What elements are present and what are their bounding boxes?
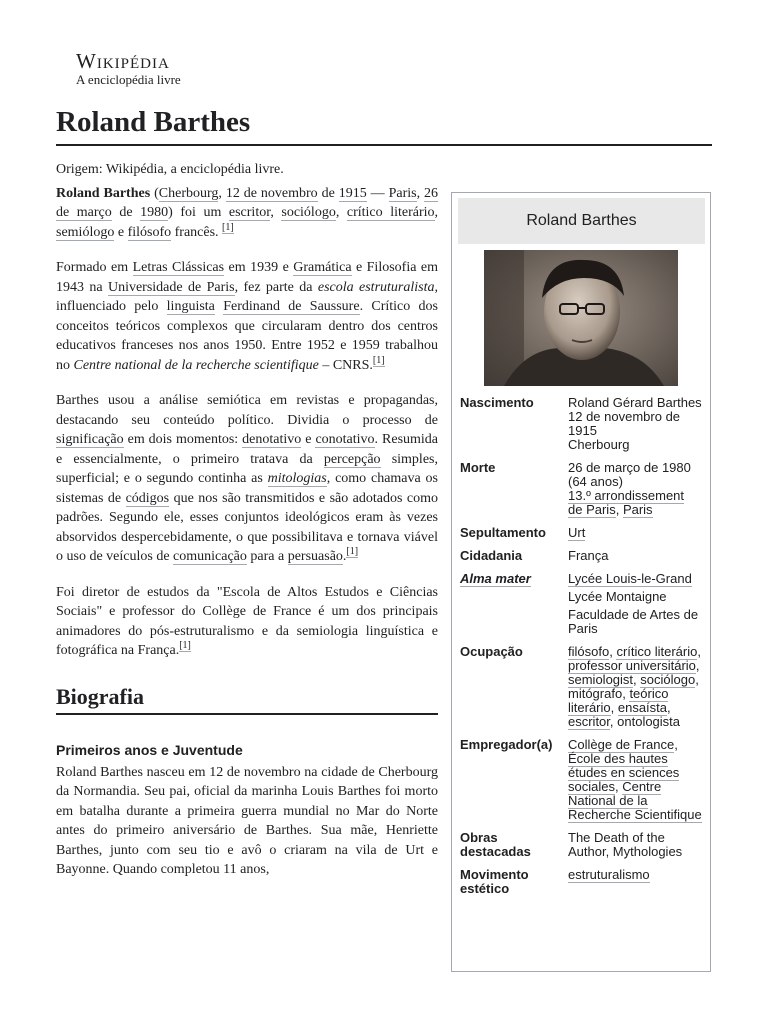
link-college-de-france[interactable]: Collège de France: [568, 737, 675, 752]
link-13-arrondissement[interactable]: 13.º arrondissement de Paris: [568, 488, 685, 517]
link-lycee-louis-le-grand[interactable]: Lycée Louis-le-Grand: [568, 571, 692, 586]
reference-link[interactable]: [1]: [346, 546, 359, 558]
paragraph-career: Foi diretor de estudos da "Escola de Altos Estudos e Ciências Sociais" e professor do Collège de France é um dos principais animadores do pós-estruturalismo e da semiologia linguística e fotográfica na França.[1]: [56, 584, 438, 658]
link-paris[interactable]: Paris: [622, 502, 653, 517]
link-denotativo[interactable]: denotativo: [242, 432, 302, 447]
infobox-row-nascimento: [460, 396, 702, 452]
link-occupation[interactable]: semiologist: [568, 672, 634, 687]
infobox-value: Collège de France, École des hautes études en sciences sociales, Centre National de la Recherche Scientifique: [568, 737, 702, 822]
link-comunicacao[interactable]: comunicação: [173, 549, 247, 564]
link-escritor[interactable]: escritor: [228, 205, 271, 220]
reference-link[interactable]: [1]: [179, 640, 191, 652]
link-occupation[interactable]: filósofo: [568, 644, 610, 659]
infobox-label: Cidadania: [460, 548, 523, 563]
link-mitologias[interactable]: mitologias: [267, 471, 327, 486]
link-universidade-paris[interactable]: Universidade de Paris: [107, 279, 235, 295]
infobox-row-morte: [460, 461, 702, 517]
link-estruturalismo[interactable]: estruturalismo: [568, 867, 650, 882]
subject-name: Roland Barthes: [56, 185, 151, 201]
reference-link[interactable]: [1]: [372, 354, 385, 366]
subsection-heading-early-years: Primeiros anos e Juventude: [56, 741, 243, 758]
paragraph-semiotics: Barthes usou a análise semiótica em revistas e propagandas, destacando seu conteúdo político. Dividia o processo de significação em dois momentos: denotativo e conotativo. Resumida e essencialmente, o primeiro tratava da percepção simples, superficial; e o segundo continha as mitologias, como chamava os sistemas de códigos que nos são transmitidos e são adotados como padrões. Segundo ele, esses conjuntos ideológicos eram às vezes absorvidos despercebidamente, o que possibilitava e tornava viável o uso de veículos de comunicação para a persuasão.[1]: [56, 393, 439, 564]
infobox-title: Roland Barthes: [458, 198, 705, 244]
link-percepcao[interactable]: percepção: [323, 451, 381, 467]
page-title: Roland Barthes: [56, 104, 712, 146]
infobox-value: Roland Gérard Barthes 12 de novembro de 1915 Cherbourg: [568, 395, 702, 452]
link-cnrs[interactable]: Centre National de la Recherche Scientifique: [568, 779, 702, 822]
infobox-value: The Death of the Author, Mythologies: [568, 830, 683, 859]
infobox-row-sepultamento: [460, 526, 702, 540]
link-significacao[interactable]: significação: [56, 432, 124, 447]
infobox-label: Movimento estético: [460, 867, 529, 896]
logo-tagline: A enciclopédia livre: [76, 72, 181, 87]
infobox-label: Sepultamento: [460, 525, 546, 540]
link-ehess[interactable]: École des hautes études en sciences sociales: [568, 751, 680, 794]
paragraph-formation: Formado em Letras Clássicas em 1939 e Gramática e Filosofia em 1943 na Universidade de Paris, fez parte da escola estruturalista, influenciado pelo linguista Ferdinand de Saussure. Crítico dos conceitos teóricos complexos que circularam dentro dos centros educativos franceses nos anos 1950. Entre 1952 e 1959 trabalhou no Centre national de la recherche scientifique – CNRS.[1]: [56, 260, 438, 373]
infobox-label: Nascimento: [460, 395, 534, 410]
occupation-text: ontologista: [617, 714, 681, 729]
link-sociologo[interactable]: sociólogo: [281, 205, 336, 220]
infobox-value: 26 de março de 1980 (64 anos) 13.º arrondissement de Paris, Paris: [568, 460, 691, 517]
infobox-row-empregador: [460, 738, 702, 822]
infobox-label: Ocupação: [460, 644, 523, 659]
infobox-label: Morte: [460, 460, 496, 475]
link-1915[interactable]: 1915: [338, 185, 367, 201]
link-cherbourg[interactable]: Cherbourg: [158, 185, 219, 201]
infobox-value: França: [568, 548, 609, 563]
link-saussure[interactable]: Ferdinand de Saussure: [223, 299, 360, 314]
link-occupation[interactable]: teórico literário: [568, 686, 669, 715]
link-26-mar[interactable]: 26 de março: [56, 185, 439, 220]
link-critico-literario[interactable]: crítico literário: [346, 205, 435, 220]
paragraph-biography: Roland Barthes nasceu em 12 de novembro na cidade de Cherbourg da Normandia. Seu pai, oficial da marinha Louis Barthes foi morto em batalha durante a primeira guerra mundial no Mar do Norte antes do primeiro aniversário de Barthes. Sua mãe, Henriette Barthes, junto com seu tio e avô o criaram na vila de Urt e Bayonne. Quando completou 11 anos,: [56, 764, 438, 877]
infobox-value: Lycée Louis-le-Grand Lycée Montaigne Faculdade de Artes de Paris: [568, 571, 699, 636]
link-codigos[interactable]: códigos: [125, 490, 170, 506]
infobox: [451, 192, 711, 972]
logo-wordmark: Wikipédia: [76, 49, 170, 73]
origin-note: Origem: Wikipédia, a enciclopédia livre.: [56, 162, 284, 177]
link-urt[interactable]: Urt: [568, 525, 586, 540]
link-semiologo[interactable]: semiólogo: [56, 224, 115, 240]
occupation-text: mitógrafo: [568, 686, 623, 701]
link-gramatica[interactable]: Gramática: [293, 260, 352, 275]
article-body: [56, 160, 438, 880]
wikipedia-logo[interactable]: [76, 50, 181, 87]
link-persuasao[interactable]: persuasão: [287, 549, 343, 564]
infobox-value: filósofo, crítico literário, professor universitário, semiologist, sociólogo, mitógrafo, teórico literário, ensaísta, escritor, ontologista: [568, 644, 701, 729]
link-1980[interactable]: 1980: [140, 205, 169, 220]
link-occupation[interactable]: sociólogo: [640, 672, 696, 687]
infobox-row-ocupacao: [460, 645, 702, 729]
link-linguista[interactable]: linguista: [166, 299, 215, 314]
reference-link[interactable]: [1]: [222, 221, 234, 233]
infobox-row-cidadania: [460, 549, 702, 563]
link-occupation[interactable]: professor universitário: [568, 658, 696, 673]
link-paris[interactable]: Paris: [388, 185, 417, 201]
section-heading-biografia: Biografia: [56, 683, 438, 715]
link-occupation[interactable]: escritor: [568, 714, 610, 729]
lead-paragraph: Roland Barthes (Cherbourg, 12 de novembro de 1915 — Paris, 26 de março de 1980) foi um escritor, sociólogo, crítico literário, semiólogo e filósofo francês. [1]: [56, 185, 439, 240]
link-occupation[interactable]: ensaísta: [617, 700, 668, 715]
link-occupation[interactable]: crítico literário: [616, 644, 698, 659]
link-filosofo[interactable]: filósofo: [127, 224, 172, 240]
link-conotativo[interactable]: conotativo: [315, 432, 375, 447]
portrait-photo[interactable]: [484, 250, 678, 386]
infobox-row-obras: [460, 831, 702, 859]
infobox-row-movimento: [460, 868, 702, 896]
infobox-label: Obras destacadas: [460, 830, 531, 859]
link-alma-mater[interactable]: Alma mater: [460, 571, 531, 586]
infobox-row-alma-mater: [460, 572, 702, 636]
link-12-nov[interactable]: 12 de novembro: [225, 185, 318, 201]
link-letras-classicas[interactable]: Letras Clássicas: [132, 260, 225, 275]
infobox-label: Empregador(a): [460, 737, 553, 752]
